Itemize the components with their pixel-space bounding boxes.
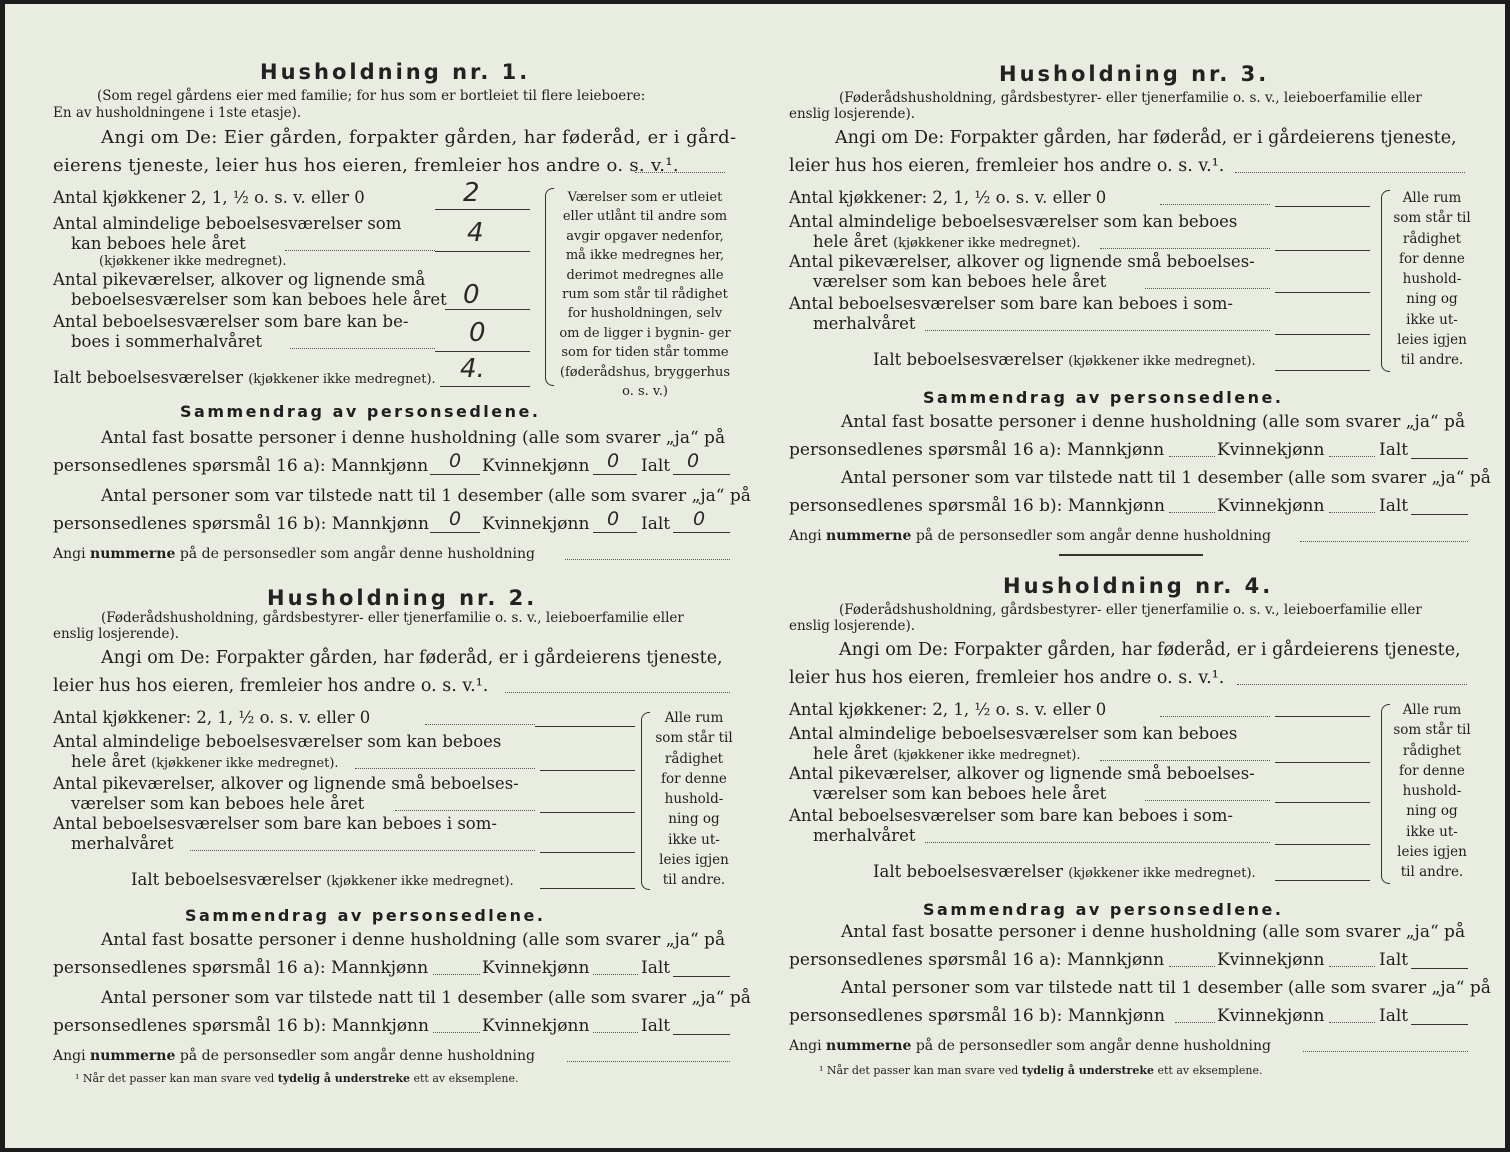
hh3-fast-mann-field[interactable] [1169,456,1215,457]
hh4-natt-kvinne-field[interactable] [1329,1022,1375,1023]
hh1-natt-q: personsedlenes spørsmål 16 b): [53,514,327,534]
hh4-natt-ialt: Ialt [1379,1006,1409,1026]
hh3-leier: leier hus hos eieren, fremleier hos andre o. s. v.¹. [789,156,1225,176]
hh4-kitchen-label: Antal kjøkkener: 2, 1, ½ o. s. v. eller 0 [789,700,1107,719]
hh4-natt-mann: Mannkjønn [1067,1006,1165,1026]
left-footnote-c: ett av eksemplene. [413,1072,519,1085]
hh2-angi-c: på de personsedler som angår denne husholdning [179,1048,535,1064]
hh4-angi-a: Angi [789,1038,822,1054]
hh3-fast-kvinne: Kvinnekjønn [1217,440,1325,460]
hh1-summer-value: 0 [469,318,486,348]
hh1-ord-label-3: (kjøkkener ikke medregnet). [99,254,287,269]
hh3-fast-kvinne-field[interactable] [1329,456,1375,457]
hh3-angi-c: på de personsedler som angår denne husholdning [915,528,1271,544]
hh1-fast-kvinne-field[interactable] [593,474,637,475]
hh1-fast-ialt: Ialt [641,456,671,476]
hh2-ord-1: Antal almindelige beboelsesværelser som kan beboes [53,732,502,751]
hh2-small-field[interactable] [540,812,635,813]
hh3-small-1: Antal pikeværelser, alkover og lignende små beboelses- [789,252,1255,271]
left-footnote-b: tydelig å understreke [277,1072,410,1085]
hh3-angi-nummer [789,528,1271,544]
hh2-ord-field[interactable] [540,770,635,771]
hh2-fast-kvinne: Kvinnekjønn [482,958,590,978]
hh3-ord-note: (kjøkkener ikke medregnet). [893,236,1081,251]
hh2-kitchen-dots [425,724,535,725]
hh1-angi-nummer-field[interactable] [565,559,730,560]
hh1-total-label [53,368,436,388]
hh1-kitchen-field[interactable] [435,209,530,210]
hh2-natt-mann: Mannkjønn [331,1016,429,1036]
hh2-brace [641,712,650,890]
hh1-fast-kvinne: Kvinnekjønn [482,456,590,476]
hh2-angi-b: nummerne [90,1048,176,1064]
hh3-total-text: Ialt beboelsesværelser [873,350,1063,369]
hh1-intro-1: (Som regel gårdens eier med familie; for hus som er bortleiet til flere leieboere: [97,88,646,104]
hh2-total-text: Ialt beboelsesværelser [131,870,321,889]
hh3-brace [1381,190,1390,372]
hh3-small-2: værelser som kan beboes hele året [813,272,1107,291]
hh2-summer-field[interactable] [540,852,635,853]
hh1-brace [545,188,554,386]
hh2-total-note: (kjøkkener ikke medregnet). [326,874,514,889]
hh1-ord-dots [285,250,435,251]
hh2-angi-om: Angi om De: Forpakter gården, har føderåd, er i gårdeierens tjeneste, [101,648,723,668]
hh1-fast-mann-field[interactable] [430,474,480,475]
hh2-angi-a: Angi [53,1048,86,1064]
hh4-small-1: Antal pikeværelser, alkover og lignende små beboelses- [789,764,1255,783]
hh4-ord-1: Antal almindelige beboelsesværelser som kan beboes [789,724,1238,743]
hh2-natt-mann-field[interactable] [433,1032,480,1033]
hh4-fodrad-2: enslig losjerende). [789,618,916,634]
hh1-small-value: 0 [463,280,480,310]
hh3-summer-1: Antal beboelsesværelser som bare kan beboes i som- [789,294,1233,313]
hh3-natt-1: Antal personer som var tilstede natt til 1 desember (alle som svarer „ja“ på [841,468,1491,488]
right-footnote-a: ¹ Når det passer kan man svare ved [819,1064,1019,1077]
hh4-ord-dots [1100,760,1270,761]
hh1-angi-nummer [53,546,535,562]
hh4-summary-title: Sammendrag av personsedlene. [923,900,1284,919]
hh4-rooms-note: Alle rum som står til rådighet for denne hushold- ning og ikke ut- leies igjen til andre. [1393,702,1471,881]
hh1-natt-kvinne-field[interactable] [593,532,637,533]
hh3-summer-dots [925,330,1270,331]
hh1-angi-1: Angi om De: Eier gården, forpakter gården, har føderåd, er i gård- [101,127,737,148]
hh3-natt-2 [789,496,1165,516]
hh3-natt-kvinne-field[interactable] [1329,512,1375,513]
hh2-fast-q: personsedlenes spørsmål 16 a): [53,958,326,978]
hh1-fast-mann-value: 0 [449,450,462,472]
hh1-fast-kvinne-value: 0 [607,450,620,472]
hh3-rooms-note: Alle rum som står til rådighet for denne hushold- ning og ikke ut- leies igjen til andre. [1393,190,1471,369]
hh2-fast-ialt: Ialt [641,958,671,978]
hh3-angi-b: nummerne [826,528,912,544]
hh3-summer-2: merhalvåret [813,314,916,333]
hh1-fast-ialt-field[interactable] [673,474,730,475]
hh2-kitchen-label: Antal kjøkkener: 2, 1, ½ o. s. v. eller 0 [53,708,371,727]
hh2-summer-2: merhalvåret [71,834,174,853]
hh1-fast-ialt-value: 0 [687,450,700,472]
hh1-angi-b: nummerne [90,546,176,562]
hh4-angi-om: Angi om De: Forpakter gården, har føderåd, er i gårdeierens tjeneste, [839,640,1461,660]
hh4-fast-2 [789,950,1164,970]
hh1-natt-mann: Mannkjønn [331,514,429,534]
hh2-natt-1: Antal personer som var tilstede natt til 1 desember (alle som svarer „ja“ på [101,988,751,1008]
hh2-fodrad-2: enslig losjerende). [53,626,180,642]
left-footnote [75,1072,519,1085]
hh3-fast-1: Antal fast bosatte personer i denne husholdning (alle som svarer „ja“ på [841,412,1466,432]
hh3-fast-q: personsedlenes spørsmål 16 a): [789,440,1062,460]
hh1-total-field[interactable] [440,386,530,387]
hh3-summer-field[interactable] [1275,334,1370,335]
hh1-angi-field[interactable] [635,172,725,173]
hh4-angi-c: på de personsedler som angår denne husholdning [915,1038,1271,1054]
hh2-ord-2 [71,752,339,772]
hh2-natt-ialt-field[interactable] [673,1034,730,1035]
hh1-rooms-note: Værelser som er utleiet eller utlånt til andre som avgir opgaver nedenfor, må ikke medregnes her, derimot medregnes alle rum som står til rådighet for husholdningen, selv om de ligger i bygnin- ger som for tiden står tomme (føderådshus, bryggerhus o. s. v.) [559,190,731,400]
hh4-leier-field[interactable] [1237,684,1467,685]
hh3-fodrad-2: enslig losjerende). [789,106,916,122]
section-divider [1059,554,1203,556]
hh1-ord-label-1: Antal almindelige beboelsesværelser som [53,214,402,233]
hh1-fast-q: personsedlenes spørsmål 16 a): [53,456,326,476]
hh3-fast-ialt-field[interactable] [1411,458,1468,459]
hh3-total-field[interactable] [1275,370,1370,371]
hh4-angi-nummer [789,1038,1271,1054]
hh2-ord-dots [355,768,535,769]
hh4-fast-mann-field[interactable] [1169,966,1215,967]
hh2-total [131,870,514,890]
hh3-ord-dots [1100,248,1270,249]
hh1-natt-2 [53,514,429,534]
left-page [5,4,755,1148]
hh4-summer-2: merhalvåret [813,826,916,845]
hh2-natt-q: personsedlenes spørsmål 16 b): [53,1016,327,1036]
hh3-ord-b: hele året [813,232,888,251]
hh2-natt-ialt: Ialt [641,1016,671,1036]
hh3-fast-2 [789,440,1164,460]
hh2-natt-2 [53,1016,429,1036]
hh1-kitchen-value: 2 [463,178,480,208]
hh2-fast-ialt-field[interactable] [673,976,730,977]
hh4-brace [1381,704,1390,884]
hh2-small-1: Antal pikeværelser, alkover og lignende små beboelses- [53,774,519,793]
hh4-kitchen-dots [1160,716,1270,717]
hh1-total-note: (kjøkkener ikke medregnet). [248,372,436,387]
hh2-fast-2 [53,958,428,978]
hh4-fodrad-1: (Føderådshusholdning, gårdsbestyrer- eller tjenerfamilie o. s. v., leieboerfamilie eller [839,602,1422,618]
hh2-rooms-note: Alle rum som står til rådighet for denne hushold- ning og ikke ut- leies igjen til andre. [655,710,733,889]
hh4-ord-b: hele året [813,744,888,763]
hh4-total [873,862,1256,882]
hh3-leier-field[interactable] [1235,172,1465,173]
hh2-small-dots [395,810,535,811]
hh3-fast-mann: Mannkjønn [1067,440,1165,460]
hh4-ord-note: (kjøkkener ikke medregnet). [893,748,1081,763]
hh3-small-field[interactable] [1275,292,1370,293]
hh1-summer-label-2: boes i sommerhalvåret [71,332,263,351]
hh3-natt-kvinne: Kvinnekjønn [1217,496,1325,516]
hh4-natt-2 [789,1006,1165,1026]
hh4-fast-kvinne: Kvinnekjønn [1217,950,1325,970]
hh1-total-value: 4. [460,354,485,384]
hh3-total [873,350,1256,370]
hh4-natt-q: personsedlenes spørsmål 16 b): [789,1006,1063,1026]
hh2-title: Husholdning nr. 2. [267,586,538,610]
hh3-total-note: (kjøkkener ikke medregnet). [1068,354,1256,369]
hh4-angi-nummer-field[interactable] [1303,1051,1468,1052]
hh1-intro-2: En av husholdningene i 1ste etasje). [53,105,302,121]
right-footnote-c: ett av eksemplene. [1157,1064,1263,1077]
hh3-summary-title: Sammendrag av personsedlene. [923,388,1284,407]
hh1-fast-1: Antal fast bosatte personer i denne husholdning (alle som svarer „ja“ på [101,428,726,448]
hh2-angi-nummer-field[interactable] [567,1061,730,1062]
hh2-leier-field[interactable] [505,692,730,693]
hh3-natt-mann-field[interactable] [1169,512,1215,513]
hh4-summer-1: Antal beboelsesværelser som bare kan beboes i som- [789,806,1233,825]
hh2-summer-1: Antal beboelsesværelser som bare kan beboes i som- [53,814,497,833]
hh3-natt-ialt: Ialt [1379,496,1409,516]
hh1-small-label-1: Antal pikeværelser, alkover og lignende små [53,270,426,289]
hh4-small-field[interactable] [1275,802,1370,803]
hh1-ord-label-2: kan beboes hele året [71,234,246,253]
hh1-natt-1: Antal personer som var tilstede natt til 1 desember (alle som svarer „ja“ på [101,486,751,506]
hh1-fast-mann: Mannkjønn [331,456,429,476]
hh2-fast-mann: Mannkjønn [331,958,429,978]
hh4-natt-1: Antal personer som var tilstede natt til 1 desember (alle som svarer „ja“ på [841,978,1491,998]
hh2-summary-title: Sammendrag av personsedlene. [185,906,546,925]
hh2-kitchen-field[interactable] [535,726,635,727]
hh4-title: Husholdning nr. 4. [1003,574,1274,598]
hh1-small-label-2: beboelsesværelser som kan beboes hele året [71,290,447,309]
hh1-title: Husholdning nr. 1. [260,60,531,84]
hh3-ord-2 [813,232,1081,252]
hh2-ord-note: (kjøkkener ikke medregnet). [151,756,339,771]
hh2-total-field[interactable] [540,888,635,889]
hh4-angi-b: nummerne [826,1038,912,1054]
hh3-kitchen-label: Antal kjøkkener: 2, 1, ½ o. s. v. eller 0 [789,188,1107,207]
hh1-natt-mann-value: 0 [449,508,462,530]
hh4-summer-field[interactable] [1275,844,1370,845]
hh1-summer-field[interactable] [435,351,530,352]
hh2-leier: leier hus hos eieren, fremleier hos andre o. s. v.¹. [53,676,489,696]
hh3-fast-ialt: Ialt [1379,440,1409,460]
hh1-natt-kvinne: Kvinnekjønn [482,514,590,534]
hh3-angi-nummer-field[interactable] [1300,541,1468,542]
hh3-small-dots [1145,288,1270,289]
hh2-angi-nummer [53,1048,535,1064]
hh4-leier: leier hus hos eieren, fremleier hos andre o. s. v.¹. [789,668,1225,688]
hh4-ord-2 [813,744,1081,764]
hh1-total-text: Ialt beboelsesværelser [53,368,243,387]
right-footnote [819,1064,1263,1077]
hh2-natt-kvinne-field[interactable] [593,1032,638,1033]
hh3-kitchen-field[interactable] [1275,206,1370,207]
hh1-natt-ialt-value: 0 [693,508,706,530]
hh4-total-text: Ialt beboelsesværelser [873,862,1063,881]
hh3-angi-a: Angi [789,528,822,544]
hh4-fast-mann: Mannkjønn [1067,950,1165,970]
hh4-fast-kvinne-field[interactable] [1329,966,1375,967]
hh4-fast-1: Antal fast bosatte personer i denne husholdning (alle som svarer „ja“ på [841,922,1466,942]
right-page [755,4,1505,1148]
hh3-ord-1: Antal almindelige beboelsesværelser som kan beboes [789,212,1238,231]
hh4-total-field[interactable] [1275,880,1370,881]
hh4-fast-ialt: Ialt [1379,950,1409,970]
hh3-natt-ialt-field[interactable] [1411,514,1468,515]
hh4-fast-ialt-field[interactable] [1411,968,1468,969]
hh1-ord-field[interactable] [435,251,530,252]
hh3-kitchen-dots [1160,204,1270,205]
hh4-natt-mann-field[interactable] [1175,1022,1215,1023]
hh2-fodrad-1: (Føderådshusholdning, gårdsbestyrer- eller tjenerfamilie o. s. v., leieboerfamilie eller [101,610,684,626]
hh4-total-note: (kjøkkener ikke medregnet). [1068,866,1256,881]
hh1-summer-label-1: Antal beboelsesværelser som bare kan be- [53,312,409,331]
hh1-natt-ialt: Ialt [641,514,671,534]
hh4-natt-kvinne: Kvinnekjønn [1217,1006,1325,1026]
hh2-fast-1: Antal fast bosatte personer i denne husholdning (alle som svarer „ja“ på [101,930,726,950]
hh2-fast-mann-field[interactable] [433,974,480,975]
hh3-fodrad-1: (Føderådshusholdning, gårdsbestyrer- eller tjenerfamilie o. s. v., leieboerfamilie eller [839,90,1422,106]
hh3-natt-q: personsedlenes spørsmål 16 b): [789,496,1063,516]
hh4-fast-q: personsedlenes spørsmål 16 a): [789,950,1062,970]
hh1-fast-2 [53,456,428,476]
hh2-fast-kvinne-field[interactable] [593,974,638,975]
hh4-small-2: værelser som kan beboes hele året [813,784,1107,803]
hh2-ord-b: hele året [71,752,146,771]
hh1-angi-a: Angi [53,546,86,562]
hh2-natt-kvinne: Kvinnekjønn [482,1016,590,1036]
hh3-angi-om: Angi om De: Forpakter gården, har føderåd, er i gårdeierens tjeneste, [835,128,1457,148]
hh1-natt-kvinne-value: 0 [607,508,620,530]
hh1-small-field[interactable] [445,309,530,310]
left-footnote-a: ¹ Når det passer kan man svare ved [75,1072,275,1085]
hh2-small-2: værelser som kan beboes hele året [71,794,365,813]
hh4-ord-field[interactable] [1275,762,1370,763]
hh1-natt-ialt-field[interactable] [673,532,730,533]
hh3-natt-mann: Mannkjønn [1067,496,1165,516]
hh4-summer-dots [925,842,1270,843]
hh4-natt-ialt-field[interactable] [1411,1024,1468,1025]
hh1-angi-c: på de personsedler som angår denne husholdning [179,546,535,562]
hh2-summer-dots [190,850,535,851]
hh3-ord-field[interactable] [1275,250,1370,251]
hh1-summer-dots [290,348,435,349]
hh3-title: Husholdning nr. 3. [999,62,1270,86]
hh4-kitchen-field[interactable] [1275,716,1370,717]
right-footnote-b: tydelig å understreke [1021,1064,1154,1077]
hh1-ord-value: 4 [467,218,484,248]
hh1-summary-title: Sammendrag av personsedlene. [180,402,541,421]
census-form-sheet [5,4,1505,1148]
hh4-small-dots [1145,800,1270,801]
hh1-angi-2: eierens tjeneste, leier hus hos eieren, fremleier hos andre o. s. v.¹. [53,155,679,176]
hh1-kitchen-label: Antal kjøkkener 2, 1, ½ o. s. v. eller 0 [53,188,365,207]
hh1-natt-mann-field[interactable] [430,532,480,533]
